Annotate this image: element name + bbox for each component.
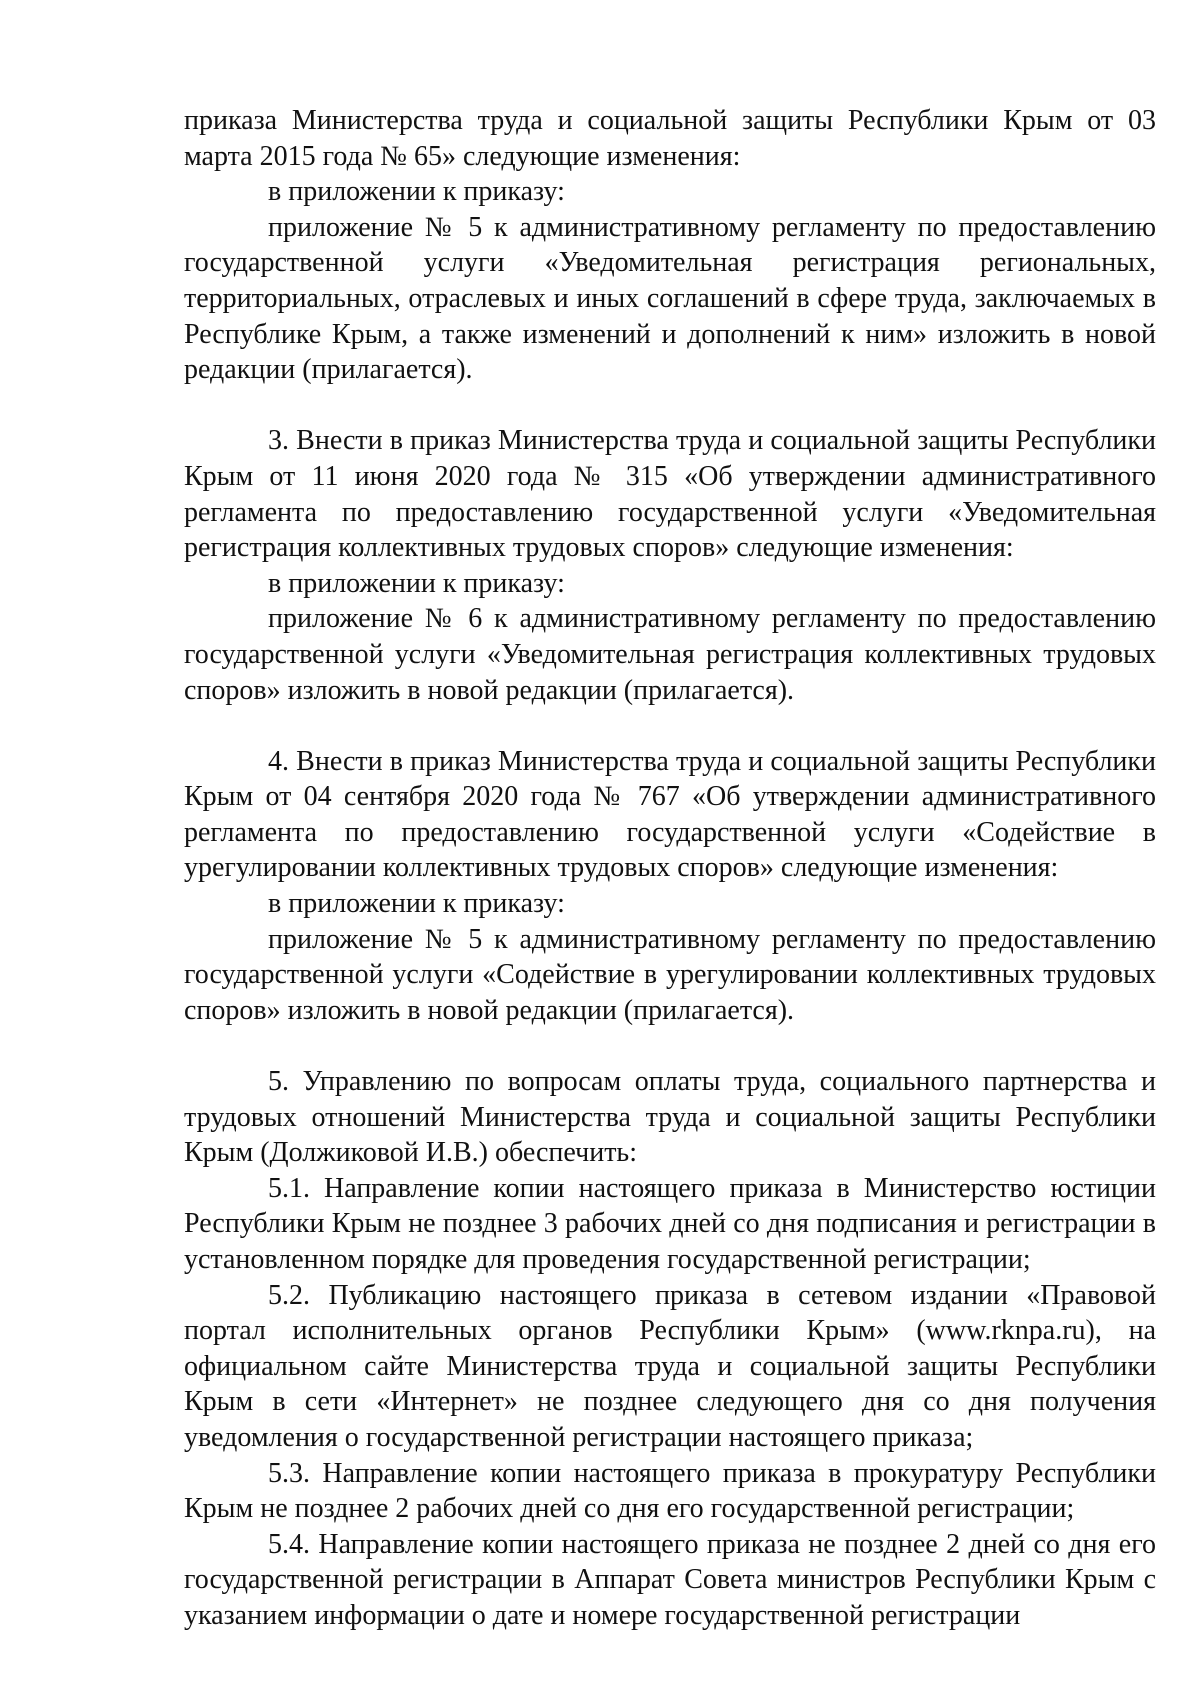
- paragraph-item-4: 4. Внести в приказ Министерства труда и социальной защиты Республики Крым от 04 сентября 2020 года № 767 «Об утверждении административного регламента по предоставлению государственной услуги «Содействие в урегулировании коллективных трудовых споров» следующие изменения:: [184, 745, 1156, 884]
- paragraph-continuation: приказа Министерства труда и социальной защиты Республики Крым от 03 марта 2015 года № 65» следующие изменения:: [184, 105, 1156, 172]
- paragraph-item-5-3: 5.3. Направление копии настоящего приказа в прокуратуру Республики Крым не позднее 2 рабочих дней со дня его государственной регистрации;: [184, 1457, 1156, 1525]
- document-page: [184, 103, 1156, 1634]
- paragraph-appendix-6-disputes: приложение № 6 к административному регламенту по предоставлению государственной услуги «Уведомительная регистрация коллективных трудовых споров» изложить в новой редакции (прилагается).: [184, 603, 1156, 706]
- paragraph-in-appendix: в приложении к приказу:: [268, 567, 565, 599]
- paragraph-in-appendix: в приложении к приказу:: [268, 888, 565, 920]
- paragraph-item-3: 3. Внести в приказ Министерства труда и социальной защиты Республики Крым от 11 июня 2020 года № 315 «Об утверждении административного регламента по предоставлению государственной услуги «Уведомительная регистрация коллективных трудовых споров» следующие изменения:: [184, 425, 1156, 564]
- paragraph-in-appendix: в приложении к приказу:: [268, 176, 565, 208]
- paragraph-item-5: 5. Управлению по вопросам оплаты труда, социального партнерства и трудовых отношений Министерства труда и социальной защиты Республики Крым (Должиковой И.В.) обеспечить:: [184, 1066, 1156, 1169]
- paragraph-appendix-5-agreements: приложение № 5 к административному регламенту по предоставлению государственной услуги «Уведомительная регистрация региональных, территориальных, отраслевых и иных соглашений в сфере труда, заключаемых в Республике Крым, а также изменений и дополнений к ним» изложить в новой редакции (прилагается).: [184, 211, 1156, 386]
- paragraph-item-5-1: 5.1. Направление копии настоящего приказа в Министерство юстиции Республики Крым не позднее 3 рабочих дней со дня подписания и регистрации в установленном порядке для проведения государственной регистрации;: [184, 1172, 1156, 1275]
- paragraph-item-5-2: 5.2. Публикацию настоящего приказа в сетевом издании «Правовой портал исполнительных органов Республики Крым» (www.rknpa.ru), на официальном сайте Министерства труда и социальной защиты Республики Крым в сети «Интернет» не позднее следующего дня со дня получения уведомления о государственной регистрации настоящего приказа;: [184, 1279, 1156, 1453]
- paragraph-item-5-4: 5.4. Направление копии настоящего приказа не позднее 2 дней со дня его государственной регистрации в Аппарат Совета министров Республики Крым с указанием информации о дате и номере государственной регистрации: [184, 1528, 1156, 1631]
- paragraph-appendix-5-disputes: приложение № 5 к административному регламенту по предоставлению государственной услуги «Содействие в урегулировании коллективных трудовых споров» изложить в новой редакции (прилагается).: [184, 923, 1156, 1026]
